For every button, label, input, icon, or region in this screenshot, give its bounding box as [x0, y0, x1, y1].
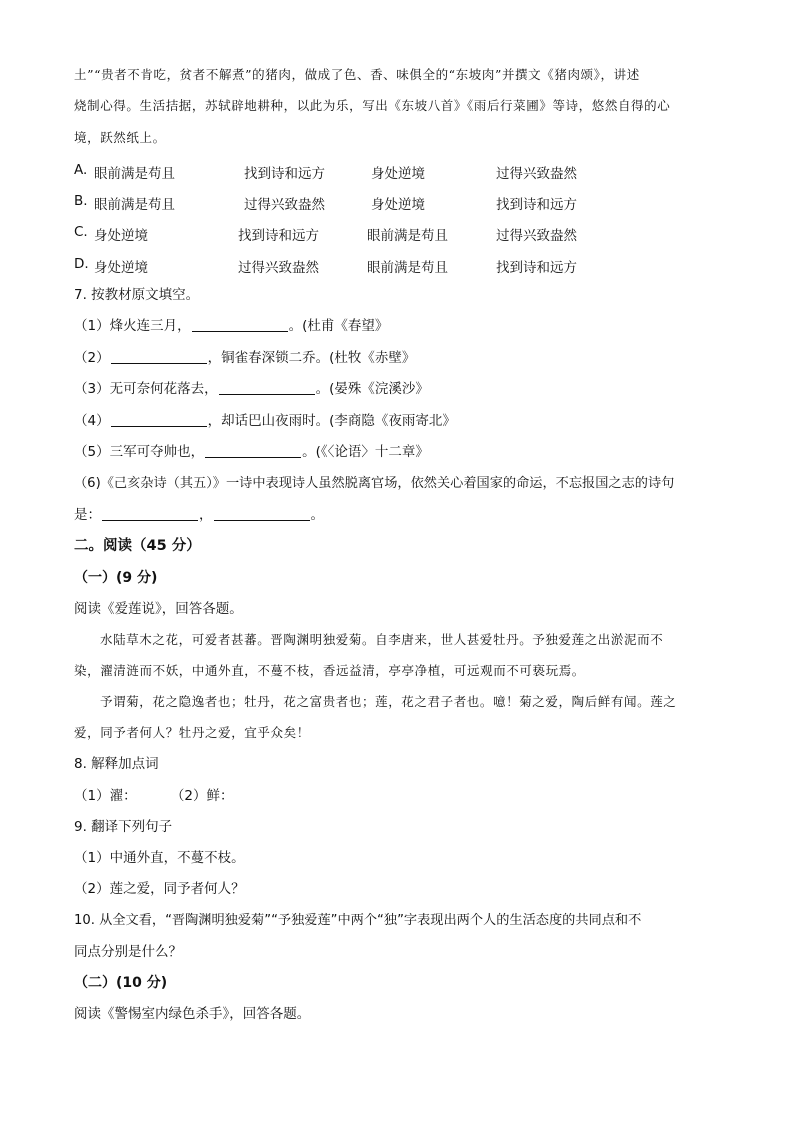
option-item: 过得兴致盎然 — [244, 197, 325, 213]
option-item: 找到诗和远方 — [238, 228, 319, 244]
option-letter: A. — [74, 162, 88, 178]
subsection-2-heading: （二）(10 分) — [74, 975, 168, 991]
answer-blank[interactable] — [111, 351, 207, 364]
option-item: 眼前满是苟且 — [367, 228, 448, 244]
q7-item-6-line-1: （6)《己亥杂诗（其五）》一诗中表现诗人虽然脱离官场，依然关心着国家的命运，不忘报国之志的诗句 — [74, 476, 675, 491]
q9-item-1: （1）中通外直，不蔓不枝。 — [74, 850, 245, 866]
q10-line-2: 同点分别是什么？ — [74, 944, 182, 960]
section-2-heading: 二。阅读（45 分） — [74, 538, 201, 554]
option-item: 身处逆境 — [371, 197, 425, 213]
q9-title: 9. 翻译下列句子 — [74, 819, 173, 835]
q8-title: 8. 解释加点词 — [74, 756, 159, 772]
reading-instruction-1: 阅读《爱莲说》，回答各题。 — [74, 601, 243, 617]
option-letter: B. — [74, 193, 88, 209]
answer-blank[interactable] — [219, 382, 315, 395]
option-item: 身处逆境 — [94, 260, 148, 276]
option-item: 眼前满是苟且 — [94, 166, 175, 182]
q7-item-source: 。(晏殊《浣溪沙》 — [315, 381, 429, 397]
answer-blank[interactable] — [102, 508, 198, 521]
subsection-1-heading: （一）(9 分) — [74, 570, 158, 586]
answer-blank[interactable] — [214, 508, 310, 521]
q7-item-text: （3）无可奈何花落去， — [74, 381, 218, 397]
option-c — [74, 224, 722, 242]
q7-item-source: 。(杜甫《春望》 — [288, 318, 389, 334]
option-item: 眼前满是苟且 — [94, 197, 175, 213]
option-item: 找到诗和远方 — [244, 166, 325, 182]
q7-item-source: ，却话巴山夜雨时。(李商隐《夜雨寄北》 — [207, 413, 456, 429]
q7-item-4 — [74, 413, 456, 429]
answer-blank[interactable] — [205, 445, 301, 458]
q7-item-source: ，铜雀春深锁二乔。(杜牧《赤壁》 — [207, 350, 416, 366]
q8-items: （1）濯： （2）鲜： — [74, 788, 234, 804]
option-item: 眼前满是苟且 — [367, 260, 448, 276]
q7-item-2 — [74, 350, 415, 366]
q7-item-text: （5）三军可夺帅也， — [74, 444, 205, 460]
option-item: 找到诗和远方 — [496, 197, 577, 213]
option-letter: C. — [74, 224, 88, 240]
q7-item-6-line-2 — [74, 507, 324, 523]
q7-item-text: （2） — [74, 350, 110, 366]
q7-title: 7. 按教材原文填空。 — [74, 287, 200, 303]
q7-item-source: 。(《〈论语〉十二章》 — [302, 444, 429, 460]
q9-item-2: （2）莲之爱，同予者何人？ — [74, 881, 245, 897]
option-b — [74, 193, 722, 211]
q7-item-5 — [74, 444, 429, 460]
q7-item-text: 。 — [310, 507, 324, 523]
option-item: 过得兴致盎然 — [238, 260, 319, 276]
passage-line-4: 爱，同予者何人？牡丹之爱，宜乎众矣！ — [74, 725, 310, 740]
passage-line-2: 染，濯清涟而不妖，中通外直，不蔓不枝，香远益清，亭亭净植，可远观而不可亵玩焉。 — [74, 663, 585, 678]
passage-line-1: 水陆草木之花，可爱者甚蕃。晋陶渊明独爱菊。自李唐来，世人甚爱牡丹。予独爱莲之出淤泥而不 — [100, 632, 664, 647]
intro-line-1: 土”“贵者不肯吃，贫者不解煮”的猪肉，做成了色、香、味俱全的“东坡肉”并撰文《猪肉颂》，讲述 — [74, 67, 640, 82]
option-d — [74, 256, 722, 274]
q7-item-text: （1）烽火连三月， — [74, 318, 191, 334]
answer-blank[interactable] — [111, 414, 207, 427]
option-item: 身处逆境 — [371, 166, 425, 182]
option-letter: D. — [74, 256, 89, 272]
reading-instruction-2: 阅读《警惕室内绿色杀手》，回答各题。 — [74, 1006, 311, 1022]
option-item: 找到诗和远方 — [496, 260, 577, 276]
option-item: 身处逆境 — [94, 228, 148, 244]
intro-line-3: 境，跃然纸上。 — [74, 130, 166, 145]
option-item: 过得兴致盎然 — [496, 166, 577, 182]
q7-item-3 — [74, 381, 429, 397]
passage-line-3: 予谓菊，花之隐逸者也；牡丹，花之富贵者也；莲，花之君子者也。噫！菊之爱，陶后鲜有闻。莲之 — [100, 694, 677, 709]
option-a — [74, 162, 722, 180]
q10-line-1: 10. 从全文看，“晋陶渊明独爱菊”“予独爱莲”中两个“独”字表现出两个人的生活态度的共同点和不 — [74, 913, 642, 928]
q7-item-text: （4） — [74, 413, 110, 429]
q7-item-text: 是： — [74, 507, 101, 523]
q7-item-text: ， — [199, 507, 213, 523]
option-item: 过得兴致盎然 — [496, 228, 577, 244]
q7-item-1 — [74, 318, 388, 334]
answer-blank[interactable] — [192, 319, 288, 332]
intro-line-2: 烧制心得。生活拮据，苏轼辟地耕种，以此为乐，写出《东坡八首》《雨后行菜圃》等诗，悠然自得的心 — [74, 98, 671, 113]
